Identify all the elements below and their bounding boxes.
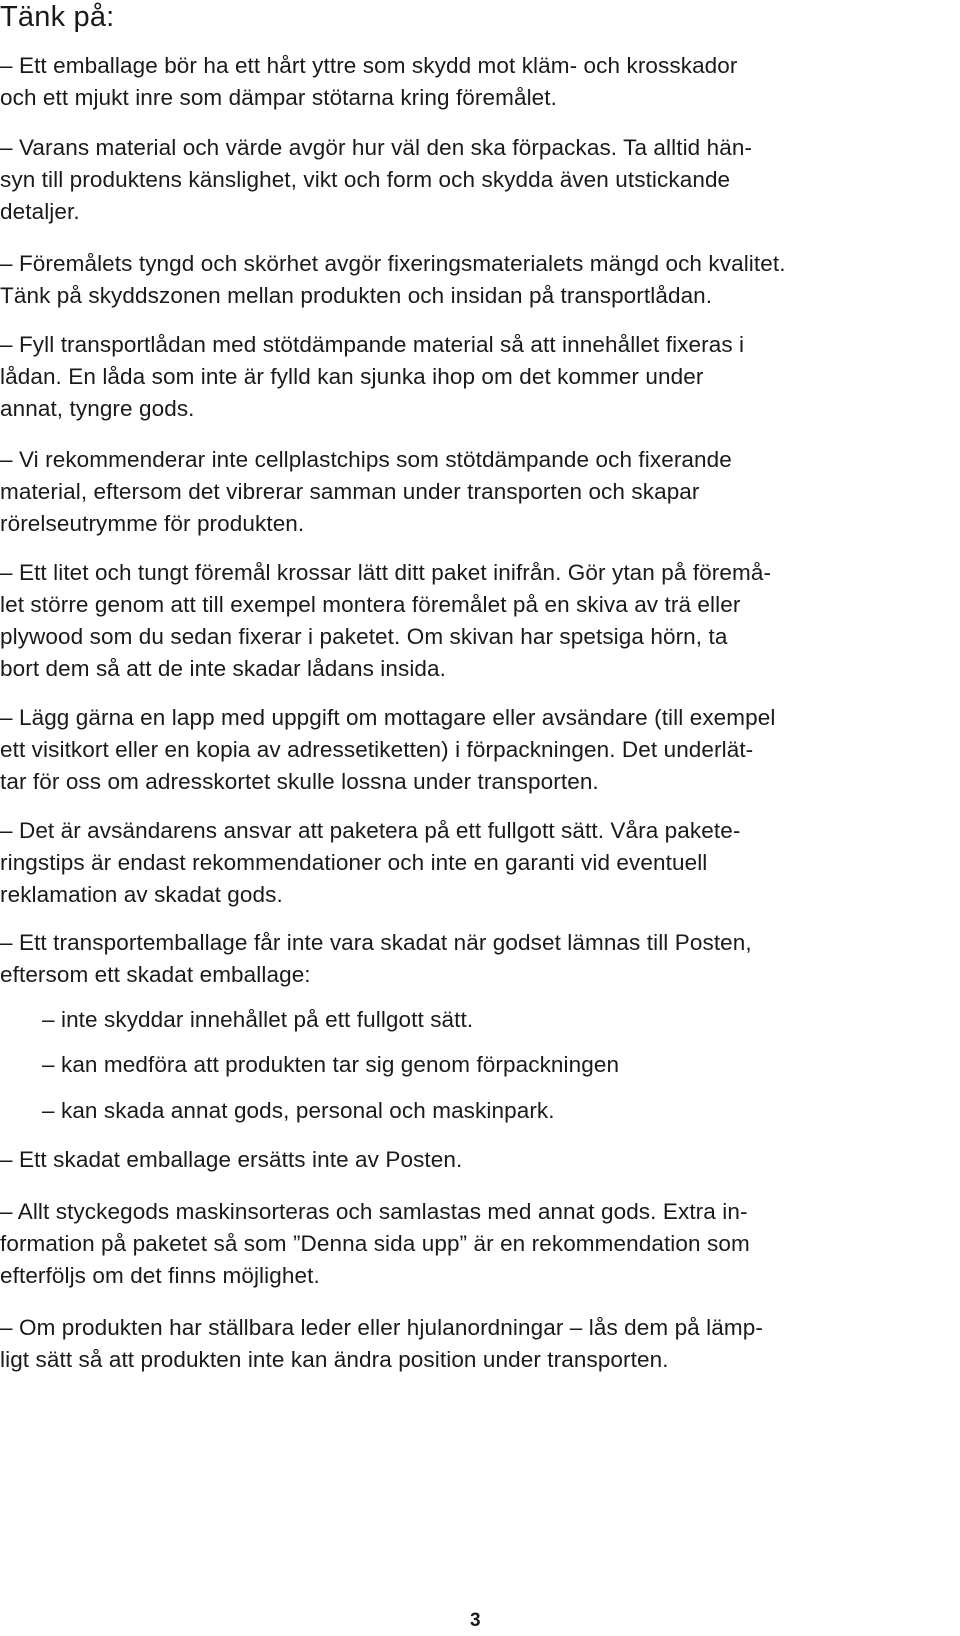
list-item-line: formation på paketet så som ”Denna sida upp” är en rekommendation som bbox=[0, 1231, 750, 1256]
list-item-line: ligt sätt så att produkten inte kan ändra position under transporten. bbox=[0, 1347, 669, 1372]
list-item-line: reklamation av skadat gods. bbox=[0, 882, 283, 907]
list-item-litet-tungt bbox=[0, 557, 958, 685]
list-item-lapp-uppgift bbox=[0, 702, 958, 798]
list-item-line: ett visitkort eller en kopia av adressetiketten) i förpackningen. Det underlät- bbox=[0, 737, 754, 762]
list-item-line: – Fyll transportlådan med stötdämpande material så att innehållet fixeras i bbox=[0, 332, 745, 357]
list-item-line: – Ett emballage bör ha ett hårt yttre som skydd mot kläm- och krosskador bbox=[0, 53, 738, 78]
list-item-line: – Det är avsändarens ansvar att paketera på ett fullgott sätt. Våra pakete- bbox=[0, 818, 741, 843]
list-item-stallbara-leder bbox=[0, 1312, 958, 1376]
page-number: 3 bbox=[470, 1610, 481, 1631]
list-item-maskinsorteras bbox=[0, 1196, 958, 1292]
list-item-line: eftersom ett skadat emballage: bbox=[0, 962, 311, 987]
list-item-material-varde bbox=[0, 132, 958, 228]
list-item-line: – kan skada annat gods, personal och maskinpark. bbox=[42, 1098, 555, 1123]
list-item-line: och ett mjukt inre som dämpar stötarna kring föremålet. bbox=[0, 85, 557, 110]
list-item-line: syn till produktens känslighet, vikt och form och skydda även utstickande bbox=[0, 167, 731, 192]
list-item-line: let större genom att till exempel montera föremålet på en skiva av trä eller bbox=[0, 592, 741, 617]
sub-list-item-sub-skyddar bbox=[42, 1004, 942, 1036]
list-item-fyll-lada bbox=[0, 329, 958, 425]
page-heading: Tänk på: bbox=[0, 1, 115, 33]
list-item-line: – Allt styckegods maskinsorteras och samlastas med annat gods. Extra in- bbox=[0, 1199, 748, 1224]
list-item-line: tar för oss om adresskortet skulle lossna under transporten. bbox=[0, 769, 599, 794]
list-item-line: Tänk på skyddszonen mellan produkten och insidan på transportlådan. bbox=[0, 283, 713, 308]
list-item-line: – inte skyddar innehållet på ett fullgott sätt. bbox=[42, 1007, 474, 1032]
list-item-line: – kan medföra att produkten tar sig genom förpackningen bbox=[42, 1052, 620, 1077]
list-item-skadat-emballage bbox=[0, 927, 958, 991]
list-item-line: – Ett transportemballage får inte vara skadat när godset lämnas till Posten, bbox=[0, 930, 752, 955]
sub-list-item-sub-skada bbox=[42, 1095, 942, 1127]
list-item-line: – Föremålets tyngd och skörhet avgör fixeringsmaterialets mängd och kvalitet. bbox=[0, 251, 786, 276]
list-item-line: efterföljs om det finns möjlighet. bbox=[0, 1263, 320, 1288]
list-item-line: – Om produkten har ställbara leder eller hjulanordningar – lås dem på lämp- bbox=[0, 1315, 763, 1340]
list-item-line: detaljer. bbox=[0, 199, 80, 224]
list-item-ersatts-inte bbox=[0, 1144, 958, 1176]
list-item-line: lådan. En låda som inte är fylld kan sjunka ihop om det kommer under bbox=[0, 364, 704, 389]
list-item-line: – Vi rekommenderar inte cellplastchips som stötdämpande och fixerande bbox=[0, 447, 732, 472]
list-item-avsandarens-ansvar bbox=[0, 815, 958, 911]
list-item-line: – Lägg gärna en lapp med uppgift om mottagare eller avsändare (till exempel bbox=[0, 705, 776, 730]
sub-list-item-sub-produkten bbox=[42, 1049, 942, 1081]
list-item-emballage-skydd bbox=[0, 50, 958, 114]
list-item-line: – Ett skadat emballage ersätts inte av Posten. bbox=[0, 1147, 463, 1172]
list-item-line: – Ett litet och tungt föremål krossar lätt ditt paket inifrån. Gör ytan på föremå- bbox=[0, 560, 772, 585]
list-item-line: bort dem så att de inte skadar lådans insida. bbox=[0, 656, 447, 681]
list-item-tyngd-skorhet bbox=[0, 248, 958, 312]
list-item-line: plywood som du sedan fixerar i paketet. Om skivan har spetsiga hörn, ta bbox=[0, 624, 728, 649]
list-item-cellplastchips bbox=[0, 444, 958, 540]
list-item-line: rörelseutrymme för produkten. bbox=[0, 511, 305, 536]
list-item-line: annat, tyngre gods. bbox=[0, 396, 195, 421]
list-item-line: – Varans material och värde avgör hur väl den ska förpackas. Ta alltid hän- bbox=[0, 135, 753, 160]
list-item-line: material, eftersom det vibrerar samman under transporten och skapar bbox=[0, 479, 700, 504]
list-item-line: ringstips är endast rekommendationer och inte en garanti vid eventuell bbox=[0, 850, 708, 875]
